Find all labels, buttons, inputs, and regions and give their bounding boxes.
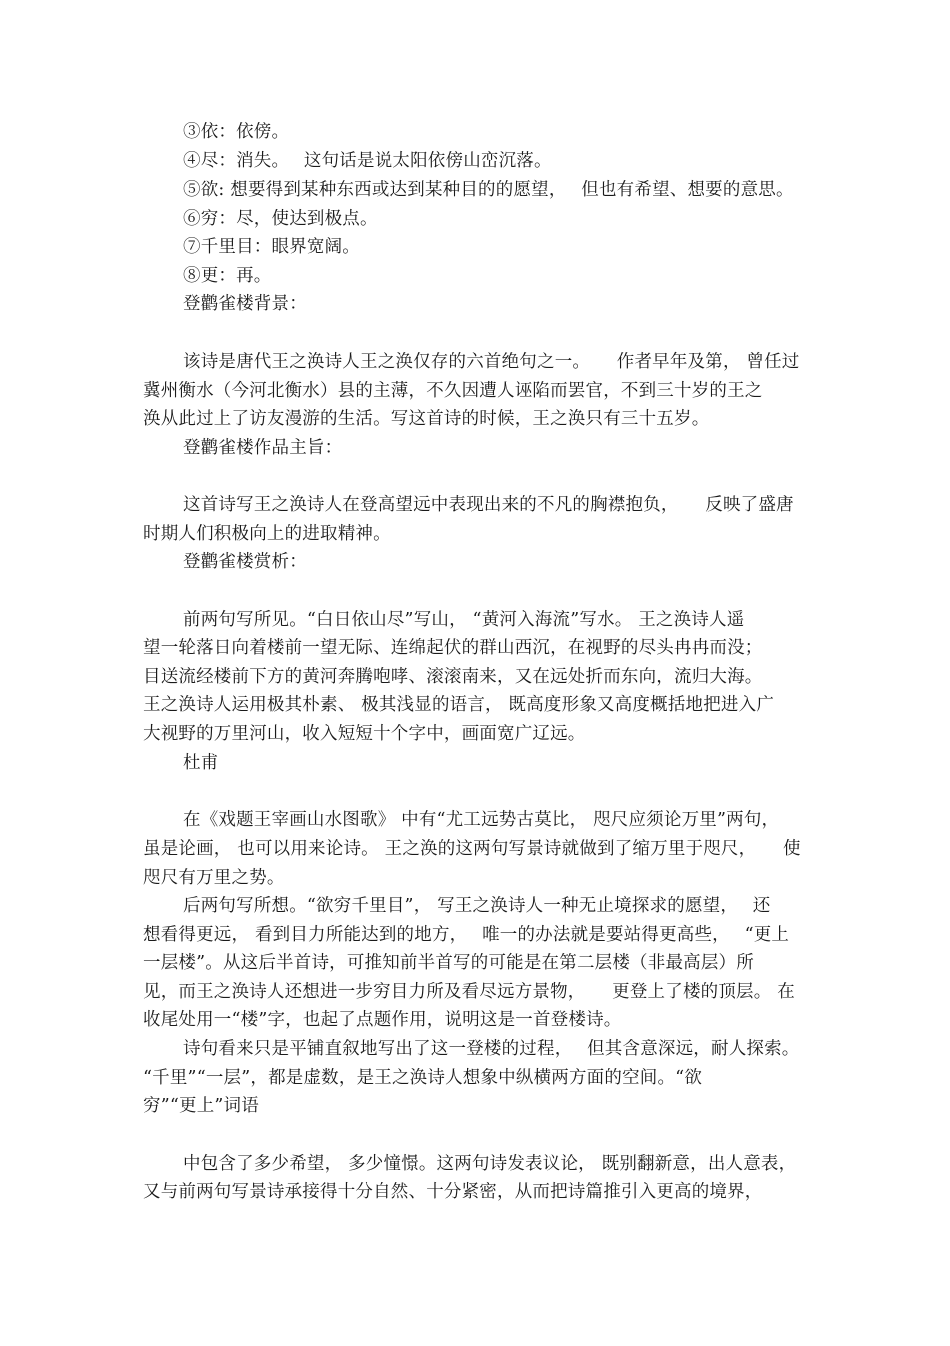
note-5: ⑤欲: 想要得到某种东西或达到某种目的的愿望， 但也有希望、想要的意思。 [183, 180, 794, 200]
paragraph-line: 王之涣诗人运用极其朴素、 极其浅显的语言， 既高度形象又高度概括地把进入广 [143, 695, 775, 715]
heading-appreciation: 登鹳雀楼赏析： [183, 552, 307, 572]
paragraph-line: 大视野的万里河山，收入短短十个字中，画面宽广辽远。 [143, 724, 586, 744]
author-name: 杜甫 [183, 753, 219, 773]
paragraph-line: 冀州衡水（今河北衡水）县的主薄，不久因遭人诬陷而罢官，不到三十岁的王之 [143, 381, 763, 401]
heading-background: 登鹳雀楼背景： [183, 294, 307, 314]
paragraph-line: 后两句写所想。“欲穷千里目”， 写王之涣诗人一种无止境探求的愿望， 还 [183, 896, 771, 916]
paragraph-line: 这首诗写王之涣诗人在登高望远中表现出来的不凡的胸襟抱负， 反映了盛唐 [183, 495, 794, 515]
paragraph-line: 在《戏题王宰画山水图歌》 中有“尤工远势古莫比， 咫尺应须论万里”两句， [183, 810, 780, 830]
paragraph-line: 收尾处用一“楼”字，也起了点题作用，说明这是一首登楼诗。 [143, 1010, 622, 1030]
paragraph-line: 中包含了多少希望， 多少憧憬。这两句诗发表议论， 既别翻新意，出人意表， [183, 1154, 797, 1174]
paragraph-line: 诗句看来只是平铺直叙地写出了这一登楼的过程， 但其含意深远，耐人探索。 [183, 1039, 800, 1059]
paragraph-line: 想看得更远， 看到目力所能达到的地方， 唯一的办法就是要站得更高些， “更上 [143, 925, 790, 945]
paragraph-line: 虽是论画， 也可以用来论诗。 王之涣的这两句写景诗就做到了缩万里于咫尺， 使 [143, 839, 801, 859]
note-8: ⑧更：再。 [183, 266, 272, 286]
note-7: ⑦千里目：眼界宽阔。 [183, 237, 360, 257]
paragraph-line: “千里”“一层”，都是虚数，是王之涣诗人想象中纵横两方面的空间。“欲 [143, 1068, 703, 1088]
paragraph-line: 该诗是唐代王之涣诗人王之涣仅存的六首绝句之一。 作者早年及第， 曾任过 [183, 352, 800, 372]
paragraph-line: 望一轮落日向着楼前一望无际、连绵起伏的群山西沉，在视野的尽头冉冉而没； [143, 638, 763, 658]
note-4: ④尽：消失。 这句话是说太阳依傍山峦沉落。 [183, 151, 552, 171]
paragraph-line: 时期人们积极向上的进取精神。 [143, 524, 391, 544]
paragraph-line: 穷”“更上”词语 [143, 1096, 259, 1116]
note-6: ⑥穷：尽，使达到极点。 [183, 209, 378, 229]
paragraph-line: 目送流经楼前下方的黄河奔腾咆哮、滚滚南来，又在远处折而东向，流归大海。 [143, 667, 763, 687]
paragraph-line: 前两句写所见。“白日依山尽”写山， “黄河入海流”写水。 王之涣诗人遥 [183, 610, 745, 630]
paragraph-line: 又与前两句写景诗承接得十分自然、十分紧密，从而把诗篇推引入更高的境界， [143, 1182, 763, 1202]
note-3: ③依：依傍。 [183, 122, 290, 142]
paragraph-line: 见，而王之涣诗人还想进一步穷目力所及看尽远方景物， 更登上了楼的顶层。 在 [143, 982, 795, 1002]
paragraph-line: 涣从此过上了访友漫游的生活。写这首诗的时候，王之涣只有三十五岁。 [143, 409, 710, 429]
paragraph-line: 咫尺有万里之势。 [143, 868, 285, 888]
heading-theme: 登鹳雀楼作品主旨： [183, 438, 343, 458]
paragraph-line: 一层楼”。从这后半首诗，可推知前半首写的可能是在第二层楼（非最高层）所 [143, 953, 754, 973]
